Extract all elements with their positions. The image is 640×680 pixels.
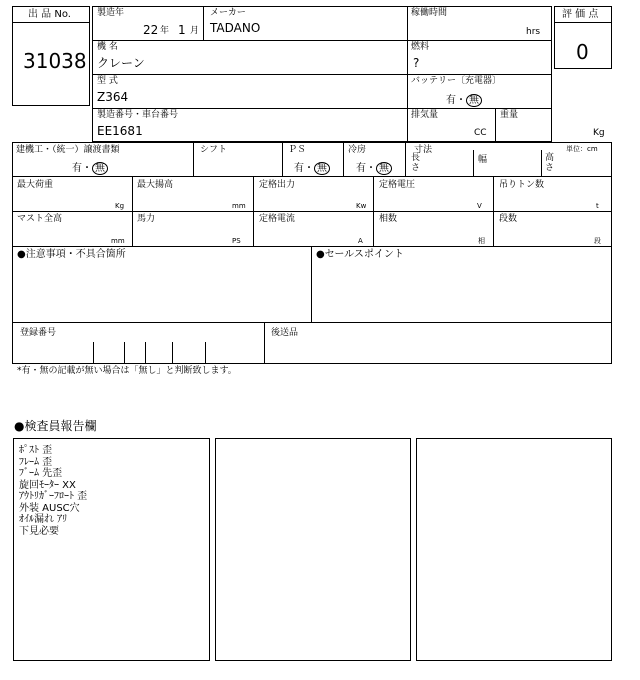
lifting-ton-label: 吊りトン数 (499, 180, 545, 190)
battery-mark (446, 91, 482, 107)
maker-label: メーカー (210, 8, 246, 18)
spec-table (12, 142, 612, 247)
report-line: ｱｳﾄﾘｶﾞｰﾌﾛｰﾄ 歪 (19, 491, 88, 502)
horsepower-unit: PS (232, 237, 241, 245)
lot-number-label: 出 品 No. (28, 9, 71, 20)
model-label: 型 式 (97, 76, 118, 86)
stages-label: 段数 (499, 214, 518, 224)
registration-label: 登録番号 (20, 328, 57, 338)
report-line: 外装 AUSC穴 (19, 502, 80, 514)
weight-label: 重量 (500, 110, 519, 120)
lot-number-value: 31038 (23, 49, 87, 73)
rating-value: 0 (576, 40, 589, 64)
battery-label: バッテリー〔充電器〕 (411, 76, 502, 86)
maker-value: TADANO (210, 21, 261, 35)
model-value: Z364 (97, 90, 129, 104)
ps-no-circled: 無 (314, 162, 330, 175)
cooling-yes: 有 (356, 163, 366, 174)
ps-yes: 有 (294, 163, 304, 174)
fuel-label: 燃料 (411, 42, 430, 52)
transfer-docs-mark (72, 159, 108, 175)
height-label: 高 さ (545, 153, 555, 173)
fuel-value: ? (413, 56, 420, 70)
inspector-box-2 (215, 438, 411, 661)
report-line: 下見必要 (19, 525, 59, 537)
cooling-mark (356, 159, 392, 175)
rated-voltage-unit: V (477, 202, 482, 210)
rated-current-label: 定格電流 (259, 214, 296, 224)
lifting-ton-unit: t (596, 202, 599, 210)
cooling-label: 冷房 (348, 145, 367, 155)
sales-point-label: ●セールスポイント (316, 249, 404, 260)
length-label: 長 さ (411, 153, 421, 173)
rated-output-label: 定格出力 (259, 180, 296, 190)
report-line: ｵｲﾙ漏れ ｱﾘ (19, 514, 68, 525)
battery-no-circled: 無 (466, 94, 482, 107)
rating-label: 評 価 点 (562, 9, 599, 20)
cooling-no-circled: 無 (376, 162, 392, 175)
transfer-docs-label: 建機工・（統一）譲渡書類 (16, 145, 120, 155)
transfer-no-circled: 無 (92, 162, 108, 175)
rated-voltage-label: 定格電圧 (379, 180, 416, 190)
report-line: ﾌﾚｰﾑ 歪 (19, 456, 53, 468)
serial-value: EE1681 (97, 124, 143, 138)
weight-unit: Kg (593, 128, 605, 138)
cooling-sep: ・ (366, 163, 376, 174)
ps-sep: ・ (304, 163, 314, 174)
transfer-sep: ・ (82, 163, 92, 174)
report-line: ﾌﾞｰﾑ 先歪 (19, 468, 63, 479)
rated-output-unit: Kw (356, 202, 367, 210)
battery-sep: ・ (456, 95, 466, 106)
stages-unit: 段 (594, 237, 601, 245)
phase-label: 相数 (379, 214, 398, 224)
report-line: 旋回ﾓｰﾀｰ XX (19, 479, 76, 491)
machine-name-label: 機 名 (97, 42, 118, 52)
year-unit: 年 (160, 26, 170, 36)
shipping-label: 後送品 (271, 328, 299, 338)
year-label: 製造年 (97, 8, 125, 18)
battery-yes: 有 (446, 95, 456, 106)
dims-label: 寸法 (414, 145, 433, 155)
max-lift-unit: mm (232, 202, 246, 210)
serial-label: 製造番号・車台番号 (97, 110, 179, 120)
caution-label: ●注意事項・不具合箇所 (17, 249, 126, 260)
shift-label: シフト (200, 145, 228, 155)
mast-height-label: マスト全高 (17, 214, 63, 224)
max-lift-label: 最大揚高 (137, 180, 174, 190)
horsepower-label: 馬力 (137, 214, 156, 224)
machine-name-value: クレーン (97, 56, 145, 70)
transfer-yes: 有 (72, 163, 82, 174)
inspector-title: ●検査員報告欄 (14, 419, 97, 433)
hours-label: 稼働時間 (411, 8, 448, 18)
phase-unit: 相 (478, 237, 485, 245)
inspector-box-3 (416, 438, 612, 661)
hours-unit: hrs (526, 27, 541, 37)
displacement-unit: CC (474, 128, 487, 138)
width-label: 幅 (478, 155, 488, 165)
month-value: 1 (178, 23, 186, 37)
max-load-unit: Kg (115, 202, 125, 210)
month-unit: 月 (190, 26, 200, 36)
inspector-report-lines (19, 445, 87, 537)
rated-current-unit: A (358, 237, 363, 245)
footnote: *有・無の記載が無い場合は「無し」と判断致します。 (17, 366, 237, 376)
registration-section (12, 322, 612, 364)
ps-mark (294, 159, 330, 175)
year-value: 22 (143, 23, 159, 37)
report-line: ﾎﾟｽﾄ 歪 (19, 445, 53, 456)
ps-label: ＰＳ (288, 145, 307, 155)
dims-unit: 単位：cm (566, 145, 598, 153)
max-load-label: 最大荷重 (17, 180, 54, 190)
mast-height-unit: mm (111, 237, 125, 245)
displacement-label: 排気量 (411, 110, 439, 120)
